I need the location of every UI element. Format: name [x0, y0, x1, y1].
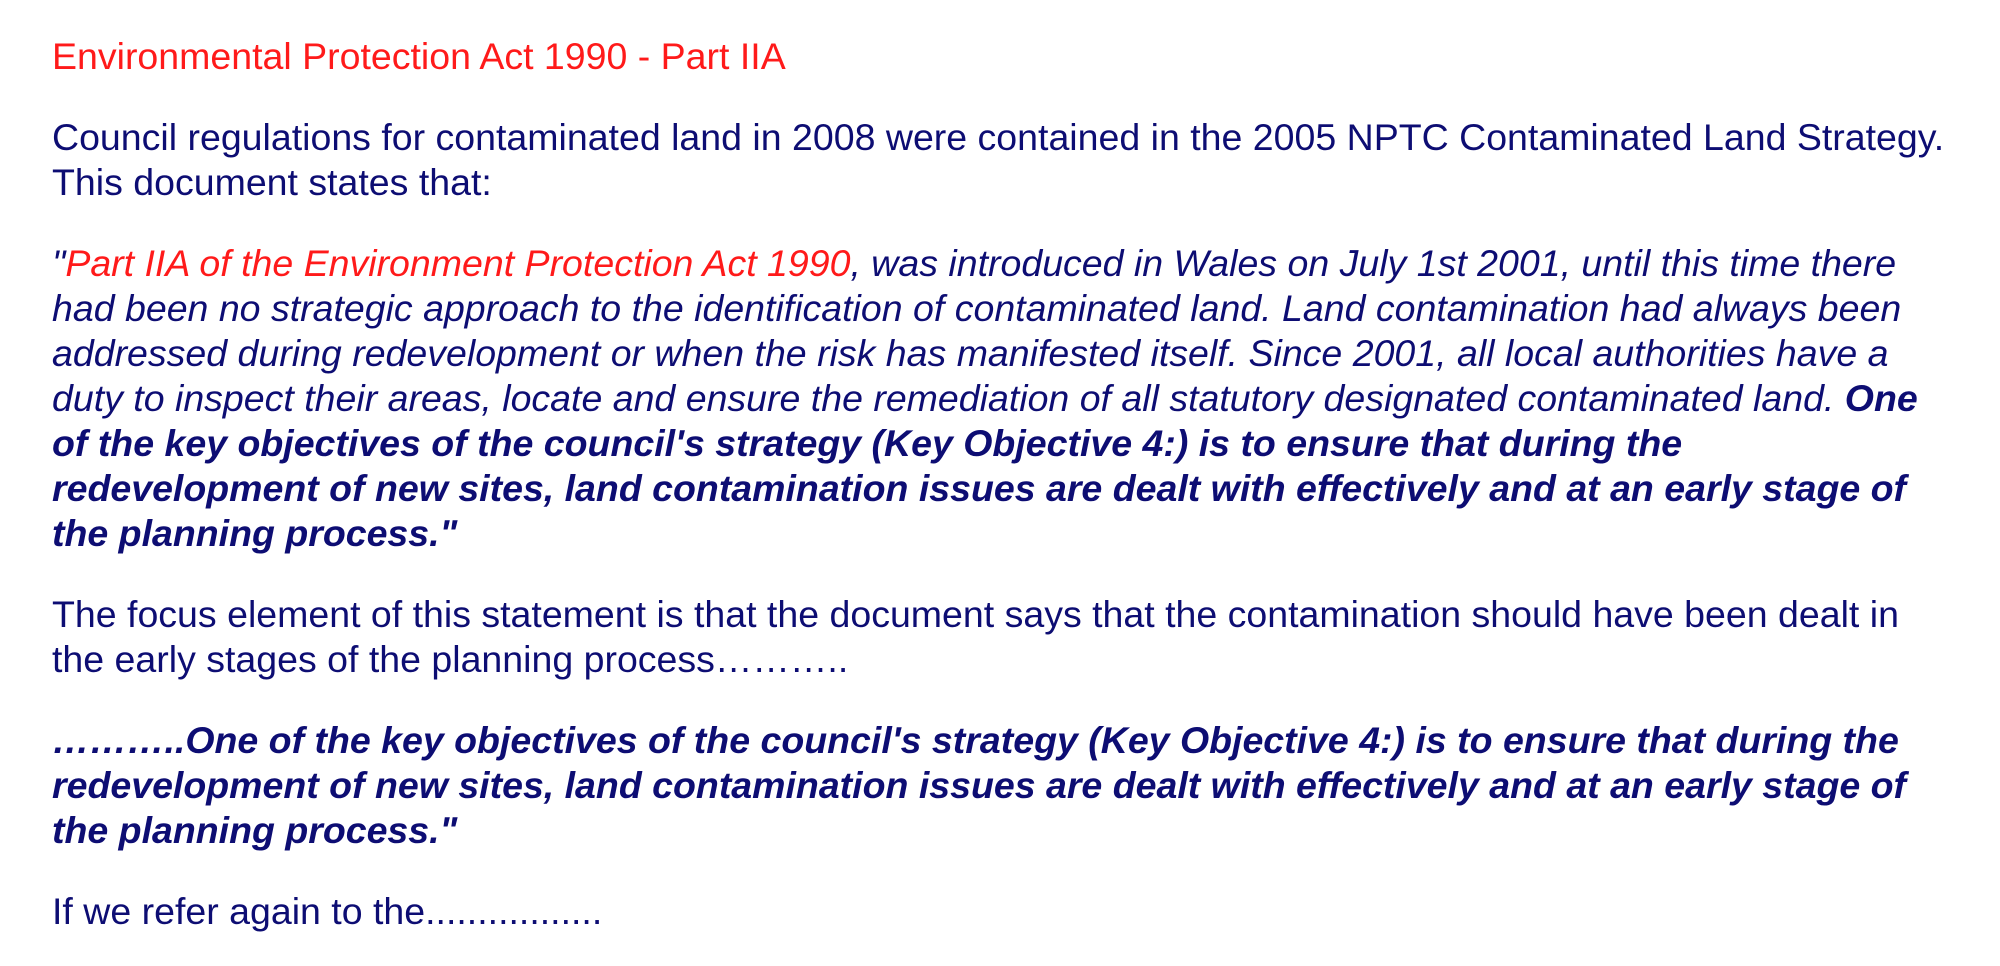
quoted-statement: [52, 241, 1952, 556]
focus-paragraph: The focus element of this statement is that the document says that the contamination should have been dealt in the early stages of the planning process………..: [52, 593, 1899, 680]
key-objective-text: One of the key objectives of the council's strategy (Key Objective 4:) is to ensure that during the redevelopment of new sites, land contamination issues are dealt with effectively and at an early stage of the planning process.": [52, 377, 1918, 554]
section-heading: Environmental Protection Act 1990 - Part IIA: [52, 35, 786, 77]
quote-open-mark: ": [52, 242, 66, 284]
emphasis-paragraph: ………..One of the key objectives of the council's strategy (Key Objective 4:) is to ensure that during the redevelopment of new sites, land contamination issues are dealt with effectively and at an early stage of the planning process.": [52, 719, 1907, 851]
document-body: [52, 34, 1952, 934]
quote-body: , was introduced in Wales on July 1st 2001, until this time there had been no strategic approach to the identification of contaminated land. Land contamination had always been addressed during redevelopment or when the risk has manifested itself. Since 2001, all local authorities have a duty to inspect their areas, locate and ensure the remediation of all statutory designated contaminated land.: [52, 242, 1902, 419]
closing-paragraph: If we refer again to the.................: [52, 890, 603, 932]
intro-paragraph: Council regulations for contaminated land in 2008 were contained in the 2005 NPTC Contaminated Land Strategy. This document states that:: [52, 116, 1945, 203]
act-reference: Part IIA of the Environment Protection Act 1990: [65, 242, 851, 284]
